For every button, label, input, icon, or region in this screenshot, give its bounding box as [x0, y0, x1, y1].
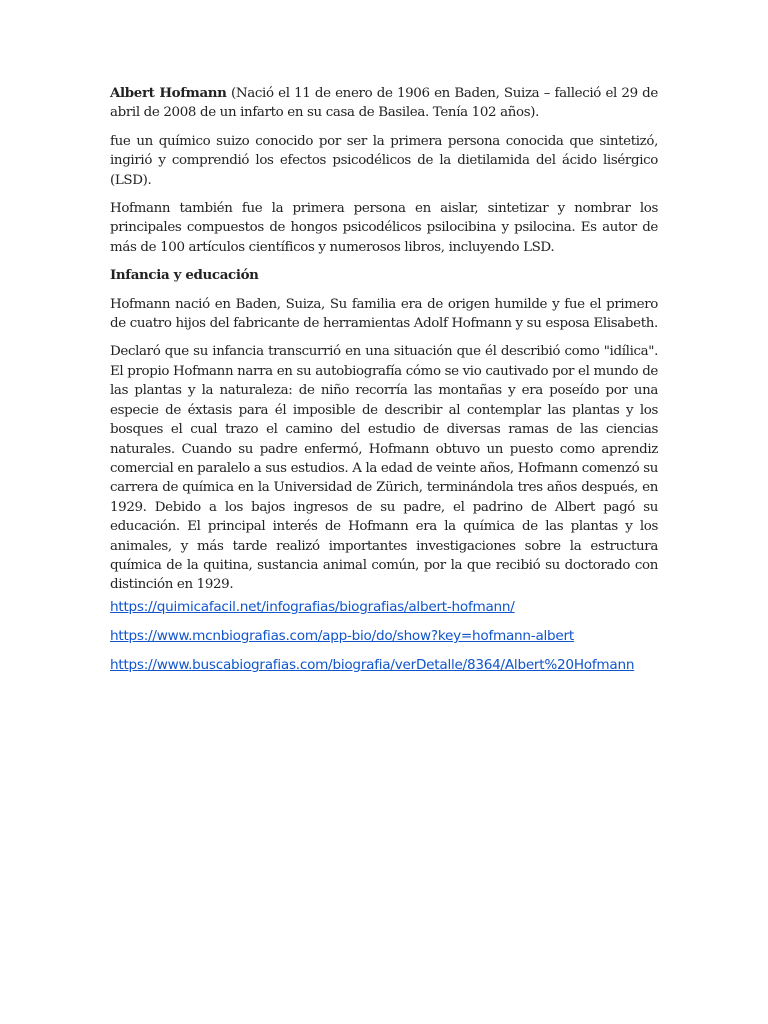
reference-link-buscabiografias[interactable]: https://www.buscabiografias.com/biografia/verDetalle/8364/Albert%20Hofmann — [110, 657, 635, 673]
subject-name: Albert Hofmann — [110, 85, 227, 101]
reference-links — [110, 596, 710, 683]
reference-link-quimicafacil[interactable]: https://quimicafacil.net/infografias/biografias/albert-hofmann/ — [110, 599, 515, 615]
section-paragraph-1: Hofmann nació en Baden, Suiza, Su familia era de origen humilde y fue el primero de cuatro hijos del fabricante de herramientas Adolf Hofmann y su esposa Elisabeth. — [110, 296, 658, 332]
section-paragraph-2: Declaró que su infancia transcurrió en una situación que él describió como "idílica". El propio Hofmann narra en su autobiografía cómo se vio cautivado por el mundo de las plantas y la naturaleza: de niño recorría las montañas y era poseído por una especie de éxtasis para él imposible de describir al contemplar las plantas y los bosques el cual trazo el camino del estudio de diversas ramas de las ciencias naturales. Cuando su padre enfermó, Hofmann obtuvo un puesto como aprendiz comercial en paralelo a sus estudios. A la edad de veinte años, Hofmann comenzó su carrera de química en la Universidad de Zürich, terminándola tres años después, en 1929. Debido a los bajos ingresos de su padre, el padrino de Albert pagó su educación. El principal interés de Hofmann era la química de las plantas y los animales, y más tarde realizó importantes investigaciones sobre la estructura química de la quitina, sustancia animal común, por la que recibió su doctorado con distinción en 1929. — [110, 344, 658, 593]
reference-link-mcnbiografias[interactable]: https://www.mcnbiografias.com/app-bio/do/show?key=hofmann-albert — [110, 628, 574, 644]
section-heading: Infancia y educación — [110, 267, 259, 284]
paragraph-2: Hofmann también fue la primera persona en aislar, sintetizar y nombrar los principales compuestos de hongos psicodélicos psilocibina y psilocina. Es autor de más de 100 artículos científicos y numerosos libros, incluyendo LSD. — [110, 201, 658, 255]
paragraph-1: fue un químico suizo conocido por ser la primera persona conocida que sintetizó, ingirió y comprendió los efectos psicodélicos de la dietilamida del ácido lisérgico (LSD). — [110, 133, 658, 188]
intro-paragraph — [110, 84, 658, 123]
intro-text: (Nació el 11 de enero de 1906 en Baden, Suiza – falleció el 29 de abril de 2008 de un infarto en su casa de Basilea. Tenía 102 años). — [110, 86, 658, 121]
document-body — [110, 84, 658, 604]
